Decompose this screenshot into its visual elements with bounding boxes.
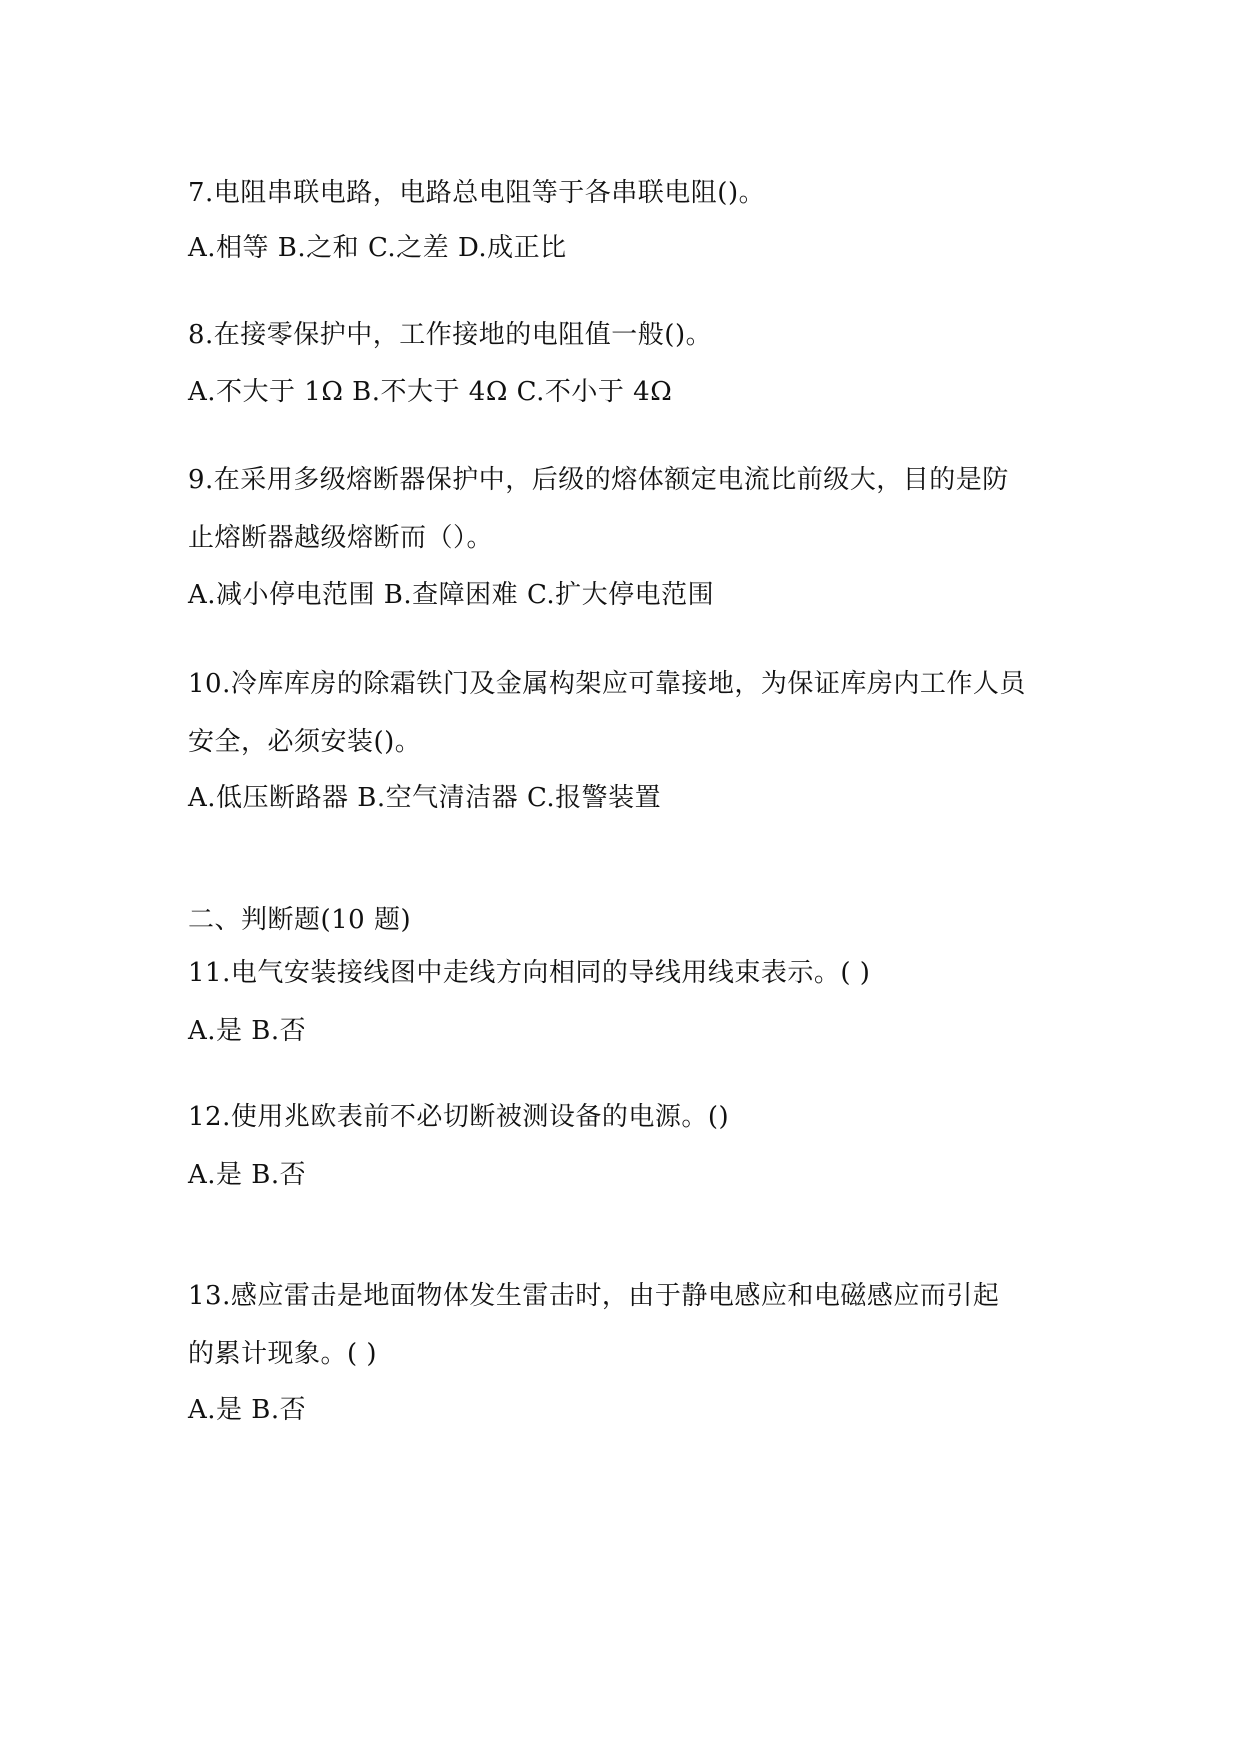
question-10-options: A.低压断路器 B.空气清洁器 C.报警装置 [188, 783, 662, 813]
question-12-options: A.是 B.否 [188, 1160, 307, 1190]
question-11-stem: 11.电气安装接线图中走线方向相同的导线用线束表示。( ) [188, 958, 871, 988]
section-heading: 二、判断题(10 题) [188, 905, 412, 935]
question-13-stem-line1: 13.感应雷击是地面物体发生雷击时，由于静电感应和电磁感应而引起 [188, 1281, 1000, 1311]
question-13-stem-line2: 的累计现象。( ) [188, 1339, 378, 1369]
question-8-stem: 8.在接零保护中，工作接地的电阻值一般()。 [188, 320, 713, 350]
question-7-stem: 7.电阻串联电路，电路总电阻等于各串联电阻()。 [188, 178, 766, 208]
question-12-stem: 12.使用兆欧表前不必切断被测设备的电源。() [188, 1102, 730, 1132]
question-11-options: A.是 B.否 [188, 1016, 307, 1046]
question-8-options: A.不大于 1Ω B.不大于 4Ω C.不小于 4Ω [188, 377, 673, 407]
question-9-options: A.减小停电范围 B.查障困难 C.扩大停电范围 [188, 580, 715, 610]
question-7-options: A.相等 B.之和 C.之差 D.成正比 [188, 233, 567, 263]
question-9-stem-line1: 9.在采用多级熔断器保护中，后级的熔体额定电流比前级大，目的是防 [188, 465, 1009, 495]
question-10-stem-line2: 安全，必须安装()。 [188, 727, 422, 757]
question-10-stem-line1: 10.冷库库房的除霜铁门及金属构架应可靠接地，为保证库房内工作人员 [188, 669, 1026, 699]
question-13-options: A.是 B.否 [188, 1395, 307, 1425]
question-9-stem-line2: 止熔断器越级熔断而（）。 [188, 523, 494, 553]
